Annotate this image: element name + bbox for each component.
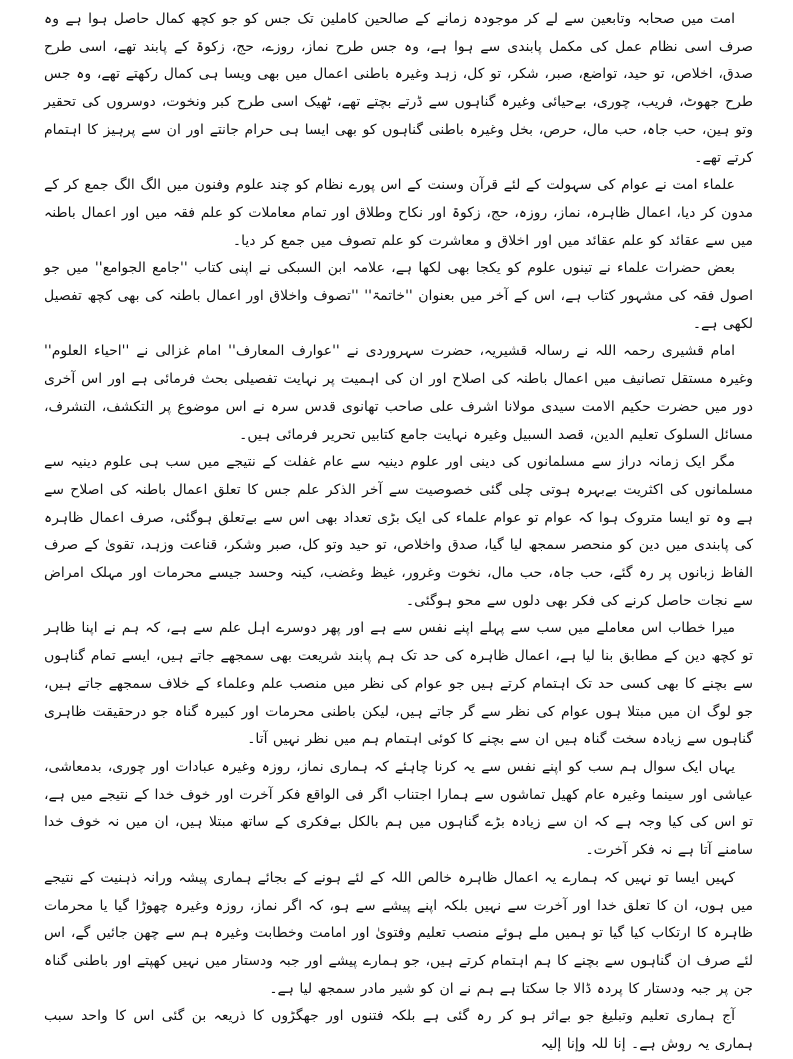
paragraph-3: بعض حضرات علماء نے تینوں علوم کو یکجا بھی لکھا ہے، علامہ ابن السبکی نے اپنی کتاب ''جامع الجوامع'' میں جو اصول فقہ کی مشہور کتاب ہے، اس کے آخر میں بعنوان ''خاتمۃ'' ''تصوف واخلاق اور اعمال باطنہ کی بھی کچھ تفصیل لکھی ہے۔: [44, 260, 753, 332]
paragraph-5: مگر ایک زمانہ دراز سے مسلمانوں کی دینی اور علوم دینیہ سے عام غفلت کے نتیجے میں سب ہی علوم دینیہ سے مسلمانوں کی اکثریت بےبہرہ ہوتی چلی گئی خصوصیت سے آخر الذکر علم جس کا تعلق اعمال باطنہ کی اصلاح سے ہے وہ تو ایسا متروک ہوا کہ عوام تو عوام علماء کی ایک بڑی تعداد بھی اس سے بےتعلق ہوگئی، صرف اعمال ظاہرہ کی پابندی میں دین کو منحصر سمجھ لیا گیا، صدق واخلاص، تو حید وتو کل، صبر وشکر، قناعت وزہد، تقویٰ کے صرف الفاظ زبانوں پر رہ گئے، حب جاہ، حب مال، نخوت وغرور، غیظ وغضب، کینہ وحسد جیسے محرمات اور مہلک امراض سے نجات حاصل کرنے کی فکر بھی دلوں سے محو ہوگئی۔: [44, 454, 753, 609]
paragraph-1: امت میں صحابہ وتابعین سے لے کر موجودہ زمانے کے صالحین کاملین تک جس کو جو کچھ کمال حاصل ہوا ہے وہ صرف اسی نظام عمل کی مکمل پابندی سے ہوا ہے، وہ جس طرح نماز، روزے، حج، زکوۃ کے پابند تھے، اسی طرح صدق، اخلاص، تو حید، تواضع، صبر، شکر، تو کل، زہد وغیرہ باطنی اعمال میں بھی ویسا ہی کمال رکھتے تھے، وہ جس طرح جھوٹ، فریب، چوری، بےحیائی وغیرہ گناہوں سے ڈرتے بچتے تھے، ٹھیک اسی طرح کبر ونخوت، دوسروں کی تحقیر وتو ہین، حب جاہ، حب مال، حرص، بخل وغیرہ باطنی گناہوں کو بھی ایسا ہی حرام جانتے اور ان سے پرہیز کا اہتمام کرتے تھے۔: [44, 11, 753, 166]
paragraph-4: امام قشیری رحمہ اللہ نے رسالہ قشیریہ، حضرت سہروردی نے ''عوارف المعارف'' امام غزالی نے ''احیاء العلوم'' وغیرہ مستقل تصانیف میں اعمال باطنہ کی اصلاح اور ان کی اہمیت پر نہایت تفصیلی بحث فرمائی ہے اور اس آخری دور میں حضرت حکیم الامت سیدی مولانا اشرف علی صاحب تھانوی قدس سرہ نے اس موضوع پر التکشف، التشرف، مسائل السلوک تعلیم الدین، قصد السبیل وغیرہ نہایت جامع کتابیں تحریر فرمائی ہیں۔: [44, 343, 753, 443]
paragraph-6: میرا خطاب اس معاملے میں سب سے پہلے اپنے نفس سے ہے اور پھر دوسرے اہل علم سے ہے، کہ ہم نے اپنا ظاہر تو کچھ دین کے مطابق بنا لیا ہے، اعمال ظاہرہ کی حد تک ہم پابند شریعت بھی سمجھے جاتے ہیں، ایسے تمام گناہوں سے بچنے کا بھی کسی حد تک اہتمام کرتے ہیں جو عوام کی نظر میں منصب علم وعلماء کے خلاف سمجھے جاتے ہیں، جو لوگ ان میں مبتلا ہوں عوام کی نظر سے گر جاتے ہیں، لیکن باطنی محرمات اور کبیرہ گناہ جو درحقیقت ظاہری گناہوں سے زیادہ سخت گناہ ہیں ان سے بچنے کا کوئی اہتمام ہم میں نظر نہیں آتا۔: [44, 620, 753, 748]
paragraph-8: کہیں ایسا تو نہیں کہ ہمارے یہ اعمال ظاہرہ خالص اللہ کے لئے ہونے کے بجائے ہماری پیشہ ورانہ ذہنیت کے نتیجے میں ہوں، ان کا تعلق خدا اور آخرت سے نہیں بلکہ اپنے پیشے سے ہو، کہ اگر نماز، روزہ وغیرہ چھوڑا گیا یا محرمات ظاہرہ کا ارتکاب کیا گیا تو ہمیں ملے ہوئے منصب تعلیم وفتویٰ اور امامت وخطابت وغیرہ ہم سے چھن جائیں گے، اس لئے صرف ان گناہوں سے بچنے کا ہم اہتمام کرتے ہیں، جو ہمارے پیشے اور جبہ ودستار میں نہیں کھپتے اور باطنی گناہ جن پر جبہ ودستار کا پردہ ڈالا جا سکتا ہے ہم نے ان کو شیر مادر سمجھ لیا ہے۔: [44, 869, 753, 997]
paragraph-9: آج ہماری تعلیم وتبلیغ جو بےاثر ہو کر رہ گئی ہے بلکہ فتنوں اور جھگڑوں کا ذریعہ بن گئی اس کا واحد سبب ہماری یہ روش ہے۔ إنا للہ وإنا إلیہ: [44, 1008, 753, 1053]
paragraph-7: یہاں ایک سوال ہم سب کو اپنے نفس سے یہ کرنا چاہئے کہ ہماری نماز، روزہ وغیرہ عبادات اور چوری، بدمعاشی، عیاشی اور سینما وغیرہ عام کھیل تماشوں سے ہمارا اجتناب اگر فی الواقع فکر آخرت اور خوف خدا کے نتیجے میں ہے، تو اس کی کیا وجہ ہے کہ ان سے زیادہ بڑے گناہوں میں ہم بالکل بےفکری کے ساتھ مبتلا ہیں، ان میں نہ خوف خدا سامنے آتا ہے نہ فکر آخرت۔: [44, 758, 753, 859]
paragraph-2: علماء امت نے عوام کی سہولت کے لئے قرآن وسنت کے اس پورے نظام کو چند علوم وفنون میں الگ الگ جمع کر کے مدون کر دیا، اعمال ظاہرہ، نماز، روزہ، حج، زکوۃ اور نکاح وطلاق اور تمام معاملات کو علم فقہ میں اور اعمال باطنہ میں سے عقائد کو علم عقائد میں اور اخلاق و معاشرت کو علم تصوف میں جمع کر دیا۔: [44, 177, 753, 249]
